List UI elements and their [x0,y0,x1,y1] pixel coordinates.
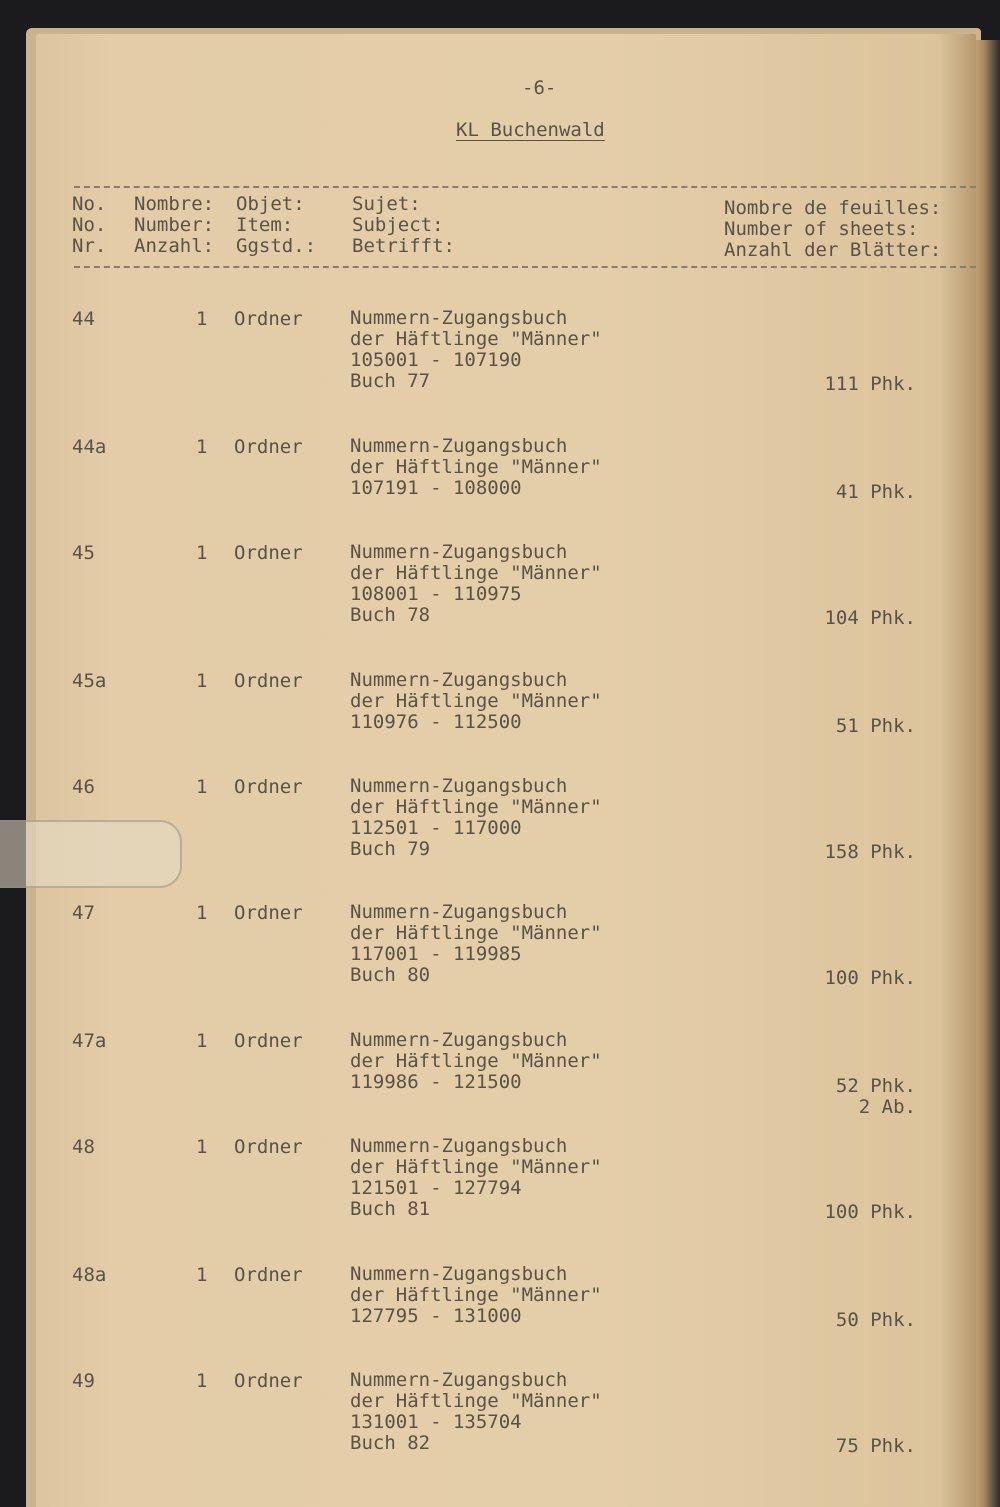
entry-sheets [836,1436,916,1457]
entry-subject [350,1030,602,1093]
entry-sheets [824,968,916,989]
entry-subject-line: der Häftlinge "Männer" [350,1156,602,1178]
entry-item: Ordner [234,542,303,564]
entry-number: 47a [72,1030,107,1052]
entry-subject-line: der Häftlinge "Männer" [350,796,602,818]
entry-number: 44a [72,436,107,458]
header-sheets-en: Number of sheets: [724,218,919,240]
entry-number: 47 [72,902,95,924]
entry-subject-line: 110976 - 112500 [350,711,522,733]
header-subject-de: Betrifft: [352,235,455,257]
entry-subject-line: 105001 - 107190 [350,349,522,371]
entry-subject-line: Nummern-Zugangsbuch [350,775,568,797]
binder-clip [0,820,182,888]
entry-number: 48a [72,1264,107,1286]
entry-subject [350,1264,602,1327]
entry-sheets-line: 75 Phk. [835,1435,916,1457]
entry-subject-line: 107191 - 108000 [350,477,522,499]
header-no-fr: No. [72,193,107,215]
entry-item: Ordner [234,1264,303,1286]
entry-number: 45a [72,670,107,692]
entry-subject-line: der Häftlinge "Männer" [350,690,602,712]
entry-sheets [824,608,916,629]
entry-number: 45 [72,542,95,564]
entry-subject-line: Nummern-Zugangsbuch [350,541,568,563]
entry-subject-line: 112501 - 117000 [350,817,522,839]
entry-sheets-line: 52 Phk. [835,1075,916,1097]
entry-subject-line: 131001 - 135704 [350,1411,522,1433]
entry-sheets-line: 50 Phk. [835,1309,916,1331]
header-no-en: No. [72,214,107,236]
entry-subject-line: der Häftlinge "Männer" [350,328,602,350]
header-item-fr: Objet: [236,193,305,215]
entry-item: Ordner [234,1030,303,1052]
entry-subject [350,776,602,860]
entry-sheets [824,374,916,395]
entry-subject-line: der Häftlinge "Männer" [350,1050,602,1072]
entry-subject [350,436,602,499]
page-number: -6- [522,77,557,99]
entry-sheets [836,1076,916,1118]
entry-sheets-line: 100 Phk. [824,1201,916,1223]
header-subject-fr: Sujet: [352,193,421,215]
entry-item: Ordner [234,1370,303,1392]
entry-count: 1 [196,308,208,330]
entry-subject [350,308,602,392]
entry-subject-line: Nummern-Zugangsbuch [350,1135,568,1157]
entry-number: 49 [72,1370,95,1392]
entry-subject-line: der Häftlinge "Männer" [350,1390,602,1412]
entry-sheets-line: 41 Phk. [835,481,916,503]
entry-sheets-line: 2 Ab. [858,1096,916,1118]
entry-sheets-line: 104 Phk. [824,607,916,629]
binder-edge [973,40,1000,1507]
entry-subject-line: 127795 - 131000 [350,1305,522,1327]
entry-subject-line: Nummern-Zugangsbuch [350,1263,568,1285]
entry-sheets [824,842,916,863]
entry-sheets-line: 51 Phk. [835,715,916,737]
entry-subject-line: der Häftlinge "Männer" [350,1284,602,1306]
entry-sheets-line: 111 Phk. [824,373,916,395]
entry-subject-line: 108001 - 110975 [350,583,522,605]
entry-item: Ordner [234,670,303,692]
entry-subject-line: Buch 78 [350,604,431,626]
entry-subject-line: Nummern-Zugangsbuch [350,307,568,329]
entry-subject-line: Buch 80 [350,964,431,986]
entry-subject-line: 117001 - 119985 [350,943,522,965]
entry-sheets [836,1310,916,1331]
entry-subject-line: der Häftlinge "Männer" [350,456,602,478]
entry-sheets-line: 158 Phk. [824,841,916,863]
header-no-de: Nr. [72,235,107,257]
header-item-de: Ggstd.: [236,235,317,257]
header-number-en: Number: [134,214,215,236]
entry-sheets [836,716,916,737]
entry-item: Ordner [234,902,303,924]
entry-subject-line: Nummern-Zugangsbuch [350,1369,568,1391]
entry-count: 1 [196,542,208,564]
entry-subject-line: Nummern-Zugangsbuch [350,669,568,691]
entry-sheets [836,482,916,503]
entry-subject [350,542,602,626]
camp-title: KL Buchenwald [456,119,605,141]
entry-subject-line: der Häftlinge "Männer" [350,922,602,944]
header-item-en: Item: [236,214,294,236]
entry-count: 1 [196,1136,208,1158]
header-number-fr: Nombre: [134,193,215,215]
entry-item: Ordner [234,1136,303,1158]
entry-subject-line: Buch 79 [350,838,431,860]
document-page [36,34,976,1507]
entry-subject-line: Buch 81 [350,1198,431,1220]
entry-item: Ordner [234,308,303,330]
entry-count: 1 [196,1264,208,1286]
entry-subject-line: der Häftlinge "Männer" [350,562,602,584]
entry-count: 1 [196,436,208,458]
entry-subject [350,670,602,733]
entry-count: 1 [196,1030,208,1052]
entry-number: 44 [72,308,95,330]
entry-subject [350,1370,602,1454]
header-subject-en: Subject: [352,214,444,236]
entry-item: Ordner [234,436,303,458]
entry-count: 1 [196,902,208,924]
entry-subject-line: Nummern-Zugangsbuch [350,1029,568,1051]
entry-subject-line: Nummern-Zugangsbuch [350,901,568,923]
header-number-de: Anzahl: [134,235,215,257]
entry-subject [350,902,602,986]
entry-subject-line: 119986 - 121500 [350,1071,522,1093]
header-divider-top [74,186,976,188]
entry-subject [350,1136,602,1220]
entry-sheets [824,1202,916,1223]
entry-item: Ordner [234,776,303,798]
entry-sheets-line: 100 Phk. [824,967,916,989]
entry-subject-line: Nummern-Zugangsbuch [350,435,568,457]
entry-count: 1 [196,776,208,798]
entry-count: 1 [196,1370,208,1392]
entry-subject-line: Buch 82 [350,1432,431,1454]
header-divider-bottom [74,266,976,268]
entry-count: 1 [196,670,208,692]
entry-subject-line: Buch 77 [350,370,431,392]
header-sheets-de: Anzahl der Blätter: [724,239,942,261]
entry-number: 46 [72,776,95,798]
entry-number: 48 [72,1136,95,1158]
header-sheets-fr: Nombre de feuilles: [724,197,942,219]
entry-subject-line: 121501 - 127794 [350,1177,522,1199]
